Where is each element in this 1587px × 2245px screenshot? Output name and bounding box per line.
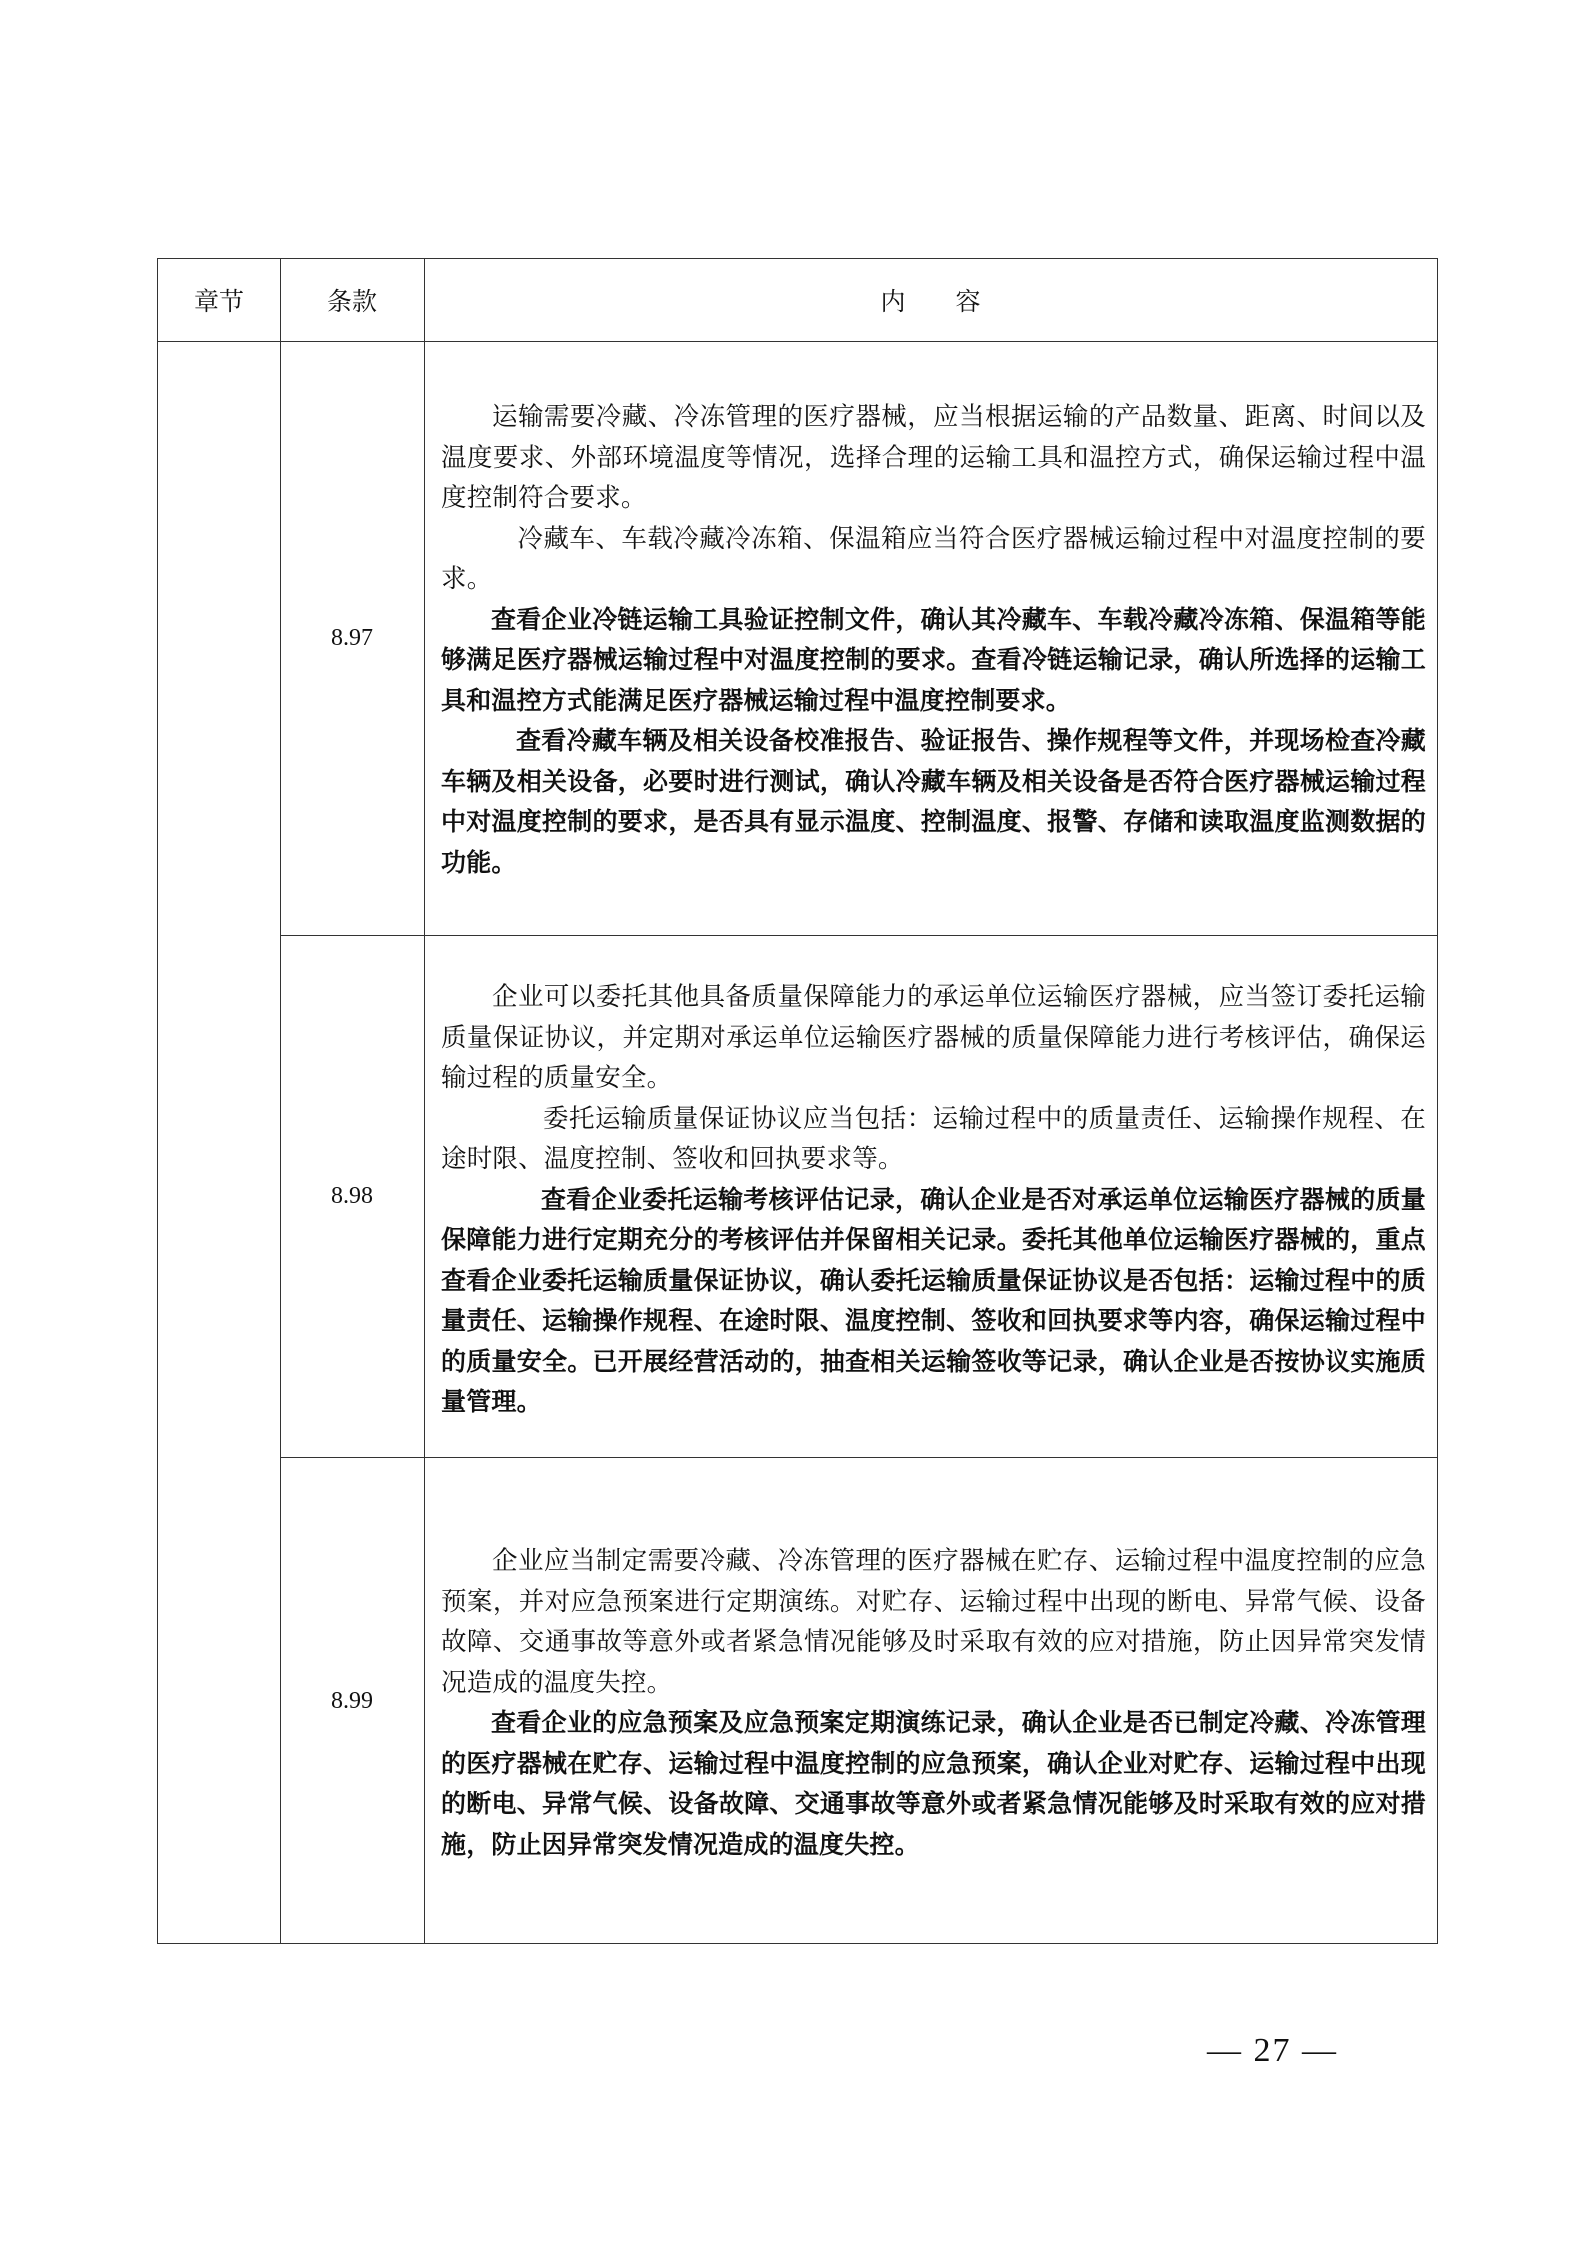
inspection-method-paragraph: 查看企业的应急预案及应急预案定期演练记录，确认企业是否已制定冷藏、冷冻管理的医疗器械在贮存、运输过程中温度控制的应急预案，确认企业对贮存、运输过程中出现的断电、异常气候、设备故障、交通事故等意外或者紧急情况能够及时采取有效的应对措施，防止因异常突发情况造成的温度失控。 (441, 1708, 1426, 1859)
requirement-paragraph: 运输需要冷藏、冷冻管理的医疗器械，应当根据运输的产品数量、距离、时间以及温度要求、外部环境温度等情况，选择合理的运输工具和温控方式，确保运输过程中温度控制符合要求。 (441, 402, 1426, 513)
requirement-paragraph: 企业应当制定需要冷藏、冷冻管理的医疗器械在贮存、运输过程中温度控制的应急预案，并对应急预案进行定期演练。对贮存、运输过程中出现的断电、异常气候、设备故障、交通事故等意外或者紧急情况能够及时采取有效的应对措施，防止因异常突发情况造成的温度失控。 (441, 1546, 1426, 1698)
header-clause: 条款 (326, 287, 377, 316)
row-divider (280, 1457, 1437, 1458)
clause-number: 8.97 (331, 624, 373, 651)
clause-content (441, 397, 1426, 883)
inspection-method-paragraph: 查看企业委托运输考核评估记录，确认企业是否对承运单位运输医疗器械的质量保障能力进行定期充分的考核评估并保留相关记录。委托其他单位运输医疗器械的，重点查看企业委托运输质量保证协议，确认委托运输质量保证协议是否包括：运输过程中的质量责任、运输操作规程、在途时限、温度控制、签收和回执要求等内容，确保运输过程中的质量安全。已开展经营活动的，抽查相关运输签收等记录，确认企业是否按协议实施质量管理。 (441, 1184, 1426, 1416)
clause-number: 8.99 (331, 1687, 373, 1714)
row-divider (280, 935, 1437, 936)
column-divider (424, 259, 425, 1943)
inspection-method-paragraph: 查看企业冷链运输工具验证控制文件，确认其冷藏车、车载冷藏冷冻箱、保温箱等能够满足医疗器械运输过程中对温度控制的要求。查看冷链运输记录，确认所选择的运输工具和温控方式能满足医疗器械运输过程中温度控制要求。 (441, 604, 1426, 715)
requirement-paragraph: 委托运输质量保证协议应当包括：运输过程中的质量责任、运输操作规程、在途时限、温度控制、签收和回执要求等。 (441, 1103, 1426, 1174)
clause-content (441, 1541, 1426, 1865)
requirement-paragraph: 企业可以委托其他具备质量保障能力的承运单位运输医疗器械，应当签订委托运输质量保证协议，并定期对承运单位运输医疗器械的质量保障能力进行考核评估，确保运输过程的质量安全。 (441, 982, 1426, 1093)
header-chapter: 章节 (193, 287, 244, 316)
clause-content (441, 977, 1426, 1423)
requirement-paragraph: 冷藏车、车载冷藏冷冻箱、保温箱应当符合医疗器械运输过程中对温度控制的要求。 (441, 523, 1426, 594)
header-content: 内 容 (880, 287, 981, 316)
inspection-method-paragraph: 查看冷藏车辆及相关设备校准报告、验证报告、操作规程等文件，并现场检查冷藏车辆及相关设备，必要时进行测试，确认冷藏车辆及相关设备是否符合医疗器械运输过程中对温度控制的要求，是否具有显示温度、控制温度、报警、存储和读取温度监测数据的功能。 (441, 726, 1426, 877)
clause-number: 8.98 (331, 1182, 373, 1209)
page-number: — 27 — (1207, 2032, 1338, 2069)
regulation-table (157, 258, 1438, 1944)
